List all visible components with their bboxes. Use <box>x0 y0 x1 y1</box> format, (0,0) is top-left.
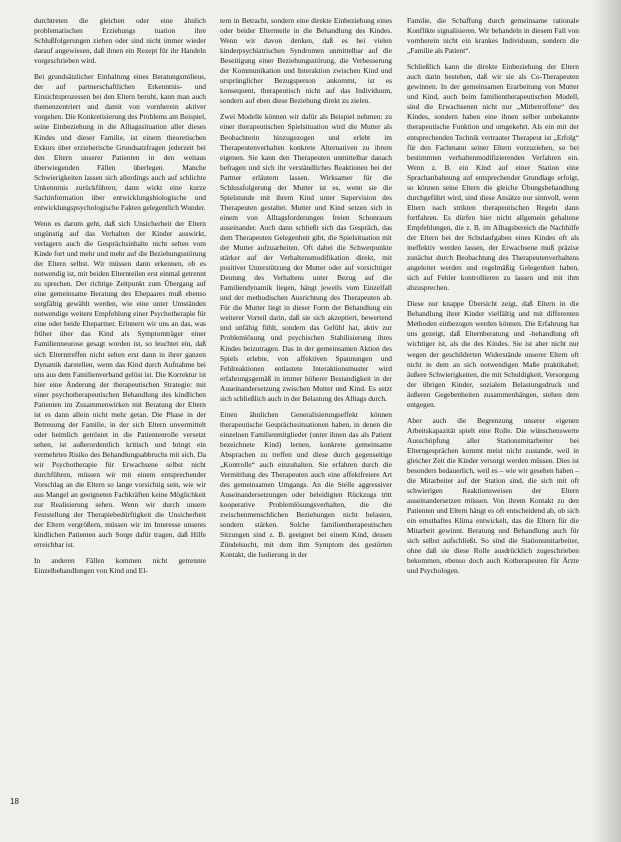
paragraph: Einen ähnlichen Generalisierungseffekt können therapeutische Gesprächssituationen haben, in denen die einzelnen Familienmitglieder (unter ihnen das als Patient bezeichnete Kind) lernen, konkrete gemeinsame Absprachen zu treffen und diese durch gegenseitige „Kontrolle“ auch einzuhalten. Sie erfahren durch die Vermittlung des Therapeuten auch eine affektfreiere Art des gemeinsamen Umgangs. An die Stelle aggressiver Auseinandersetzungen oder beleidigten Rückzugs tritt kooperative Problemlösungsverhalten, die die zwischenmenschlichen Beziehungen nicht belasten, sondern stärken. Solche familientherapeutischen Sitzungen sind z. B. geeignet bei einem Kind, dessen Zündelsucht, mit dem ihm Symptom des gestörten Kontakt, die Isolierung in der <box>220 409 392 560</box>
paragraph: tern in Betracht, sondern eine direkte Einbeziehung eines oder beider Elternteile in die Behandlung des Kindes. Wenn wir davon denken, daß es bei vielen kinderpsychiatrischen Syndromen unmittelbar auf die Beseitigung einer Beziehungsstörung, die Verbesserung der Kommunikation und Interaktion zwischen Kind und ursprünglicher Bezugsperson ankommt, ist es konsequent, therapeutisch nicht auf das Individuum, sondern auf eben diese Beziehung direkt zu zielen. <box>220 16 392 106</box>
paragraph: Wenn es darum geht, daß sich Unsicherheit der Eltern ungünstig auf das Verhalten der Kinder auswirkt, verlagern auch die Gesprächsinhalte nicht selten vom Kinde fort und mehr und mehr auf die Beziehungsstörung der Eltern selbst. Wir müssen dann erkennen, ob es notwendig ist, mit beiden Elternteilen erst einmal getrennt zu sprechen. Der richtige Zeitpunkt zum Übergang auf eine gemeinsame Beratung des Ehepaares muß ebenso sorgfältig gewählt werden, wie eine unter Umständen notwendige weitere Empfehlung einer Psychotherapie für eine oder beide Ehepartner. Erinnern wir uns an das, was früher über das Kind als Symptomträger einer Familienneurose gesagt worden ist, so leuchtet ein, daß sich Elterntreffen nicht selten erst dann in ihrer ganzen Dynamik darstellen, wenn das Kind durch Aufnahme bei uns aus dem Familienverband gelöst ist. Die Korrektur ist hier eine Änderung der therapeutischen Strategie: mit einer psychotherapeutischen Behandlung des kindlichen Patienten im Zusammenwirken mit Beratung der Eltern ist es dann allein nicht mehr getan. Die Phase in der Betreuung der Familie, in der sich Eltern unvermittelt oder heimlich getröstet in die Patientenrolle versetzt sehen, ist außerordentlich kritisch und bringt ein vermehrtes Risiko des Behandlungsabbruchs mit sich. Da wir Psychotherapie für Erwachsene selbst nicht durchführen, müssen wir mit einem entsprechender Vorschlag an die Eltern so lange vorsichtig sein, wie wir aus Mangel an geeigneten Fachkräften keine Möglichkeit zur Realisierung sehen. Wenn wir durch unsere Feststellung der Therapiebedürftigkeit die Unsicherheit der Eltern vergrößern, müssen wir im Interesse unseres kindlichen Patienten auch Sorge dafür tragen, daß Hilfe erreichbar ist. <box>34 218 206 550</box>
page-number: 18 <box>10 797 19 806</box>
paragraph: Familie, die Schaffung durch gemeinsame rationale Konflikte signalisieren. Wir behandeln in diesem Fall von vornherein nicht ein krankes Individuum, sondern die „Familie als Patient“. <box>407 16 579 56</box>
paragraph: Zwei Modelle können wir dafür als Beispiel nehmen: zu einer therapeutischen Spielsituation wird die Mutter als Beobachterin hinzugezogen und erlebt im Therapeutenverhalten konkrete Alternativen zu ihrem eigenen. Sie kann den Therapeuten unmittelbar danach befragen und sich ihr verständliches Reaktionen bei der Partner erläutern lassen. Wirksamer für die Schlussfolgerung der Mutter ist es, wenn sie die Spielstunde mit ihrem Kind unter Supervision des Therapeuten gestaltet. Mutter und Kind setzen sich in einem von Alltagsforderungen freien Schonraum auseinander. Auch dann schließt sich das Gespräch, das dem Therapeuten Gelegenheit gibt, die Spielsituation mit der Mutter aufzuarbeiten. Oft dabei die Schwerpunkte stärker auf der Verhaltensmodifikation direkt, mit positiver Unterstützung der Mutter oder auf vorsichtiger Deutung des Verhaltens unter Bezug auf die Familiendynamik liegen, hängt jeweils vom Einzelfall und der methodischen Ausrichtung des Therapeuten ab. Für die Mutter liegt in dieser Form der Behandlung ein weiterer Vorteil darin, daß sie sich akzeptiert, bewertend und unfähig fühlt, sondern das Gefühl hat, aktiv zur Problemlösung und psychischen Stabilisierung ihres Kindes beizutragen. Das in der gemeinsamen Aktion des Spiels erlebte, von affektiven Spannungen und Fehlreaktionen entlastete Interaktionsmuster wird erfahrungsgemäß in immer höherer Bestandigkeit in der Auseinandersetzung zwischen Mutter und Kind. Es setzt sich schließlich auch in der Belastung des Alltags durch. <box>220 112 392 403</box>
text-column-right <box>407 16 579 828</box>
text-column-left <box>34 16 206 828</box>
paragraph: In anderen Fällen kommen nicht getrennte Einzelbehandlungen von Kind und El- <box>34 556 206 576</box>
paragraph: Diese nur knappe Übersicht zeigt, daß Eltern in die Behandlung ihrer Kinder vielfältig und mit differenten Methoden einbezogen werden können. Die Erfahrung hat uns gezeigt, daß Elternberatung und -behandlung oft wichtiger ist, als die des Kindes. Sie ist aber nicht nur wegen der geschilderten Widerstände unserer Eltern oft nicht in dem an sich notwendigen Maße praktikabel; äußere Schwierigkeiten, die mit Schuldigkeit, Versorgung der übrigen Kinder, sozialem Belastungsdruck und äußeren Gegebenheiten zusammenhängen, stehen dem entgegen. <box>407 299 579 409</box>
paragraph: Schließlich kann die direkte Einbeziehung der Eltern auch darin bestehen, daß wir sie als Co-Therapeuten gewinnen. In der gemeinsamen Erarbeitung von Mutter und Kind, auch beim familientherapeutischen Modell, sind die Erwachsenen nicht nur „Mitbetroffene“ des Kindes, sondern haben eine ihnen selber unbekannte therapeutische Funktion und umgekehrt. Als ein mit der entsprechenden Technik vertrauter Therapeut ist „Erfolg“ für den Fachmann seiner Eltern vorzuziehen, so bei bestimmten verhaltenmodifizierenden Verfahren ein. Wenn z. B. ein Kind auf einer Station eine Sprachanbahnung auf entsprechender Grundlage erfolgt, so können seine Eltern die gleiche Übungsbehandlung durchgeführt wird, sind diese Ansätze nur sinnvoll, wenn Eltern nach strikten therapeutischen Regeln dann fortfahren. Es dürfen hier nicht allgemein gehaltene Empfehlungen, die z. B. im Alltagsbereich die Nachhilfe der Eltern bei der Schulaufgaben eines Kindes oft als ineffektiv werden lassen, der Erwachsene muß präzise zunächst durch Beobachtung des Therapeutenverhaltens angeleitet werden und regelmäßig Gelegenheit haben, sich auf Fehler kontrollieren zu lassen und mit ihm abzusprechen. <box>407 62 579 293</box>
page-edge-shadow <box>591 0 621 842</box>
paragraph: Bei grundsätzlicher Einhaltung eines Beratungsmilieus, der auf partnerschaftlichen Erkenntnis- und Einsichtsprozessen bei den Eltern beruht, kann man auch themenzentriert und damit von vornherein aktiver vorgehen. Die Konkretisierung des Problems am Beispiel, seine Einbeziehung in die Alltagssituation aller dieses Kindes und dieser Familie, ist einem theoretischen Exkurs über erzieherische Grundsatzfragen jederzeit bei den Eltern unserer Patienten in den weitaus überwiegenden Fällen überlegen. Manche Schwierigkeiten lassen sich allerdings auch auf schlichte Unkenntnis zurückführen; dann wirkt eine kurze Sachinformation über entwicklungsbiologische und entwicklungspsychologische Fakten gelegentlich Wunder. <box>34 72 206 212</box>
text-column-middle <box>220 16 392 828</box>
paragraph: durchtreten die gleichen oder eine ähnlich problematischen Erziehungs tuation ihre Schlußfolgerungen ziehen oder sind nicht immer wieder darauf angewiesen, daß ihnen ein Rezept für ihr Handeln vorgeschrieben wird. <box>34 16 206 66</box>
paragraph: Aber auch die Begrenzung unserer eigenen Arbeitskapazität spielt eine Rolle. Die wünschenswerte Ausschöpfung aller Stationsmitarbeiter bei Elterngesprächen kommt meist nicht zustande, weil in gleicher Zeit die Kinder versorgt werden müssen. Dies ist besonders bedauerlich, weil es – wie wir gesehen haben – die Mitarbeiter auf der Station sind, die sich mit oft schwierigen Reaktionsweisen der Eltern auseinandersetzen müssen. Von ihrem Kontakt zu den Patienten und Eltern hängt es oft entscheidend ab, ob sich ein ernsthaftes Klima entwickelt, das die Eltern für die Mitarbeit gewinnt. Beratung und Behandlung auch für sich selbst aufschließt. So sind die Stationsmitarbeiter, ohne daß sie diese Rolle ausdrücklich zugeschrieben bekommen, ebenso doch auch Kotherapeuten für Ärzte und Psychologen. <box>407 415 579 576</box>
